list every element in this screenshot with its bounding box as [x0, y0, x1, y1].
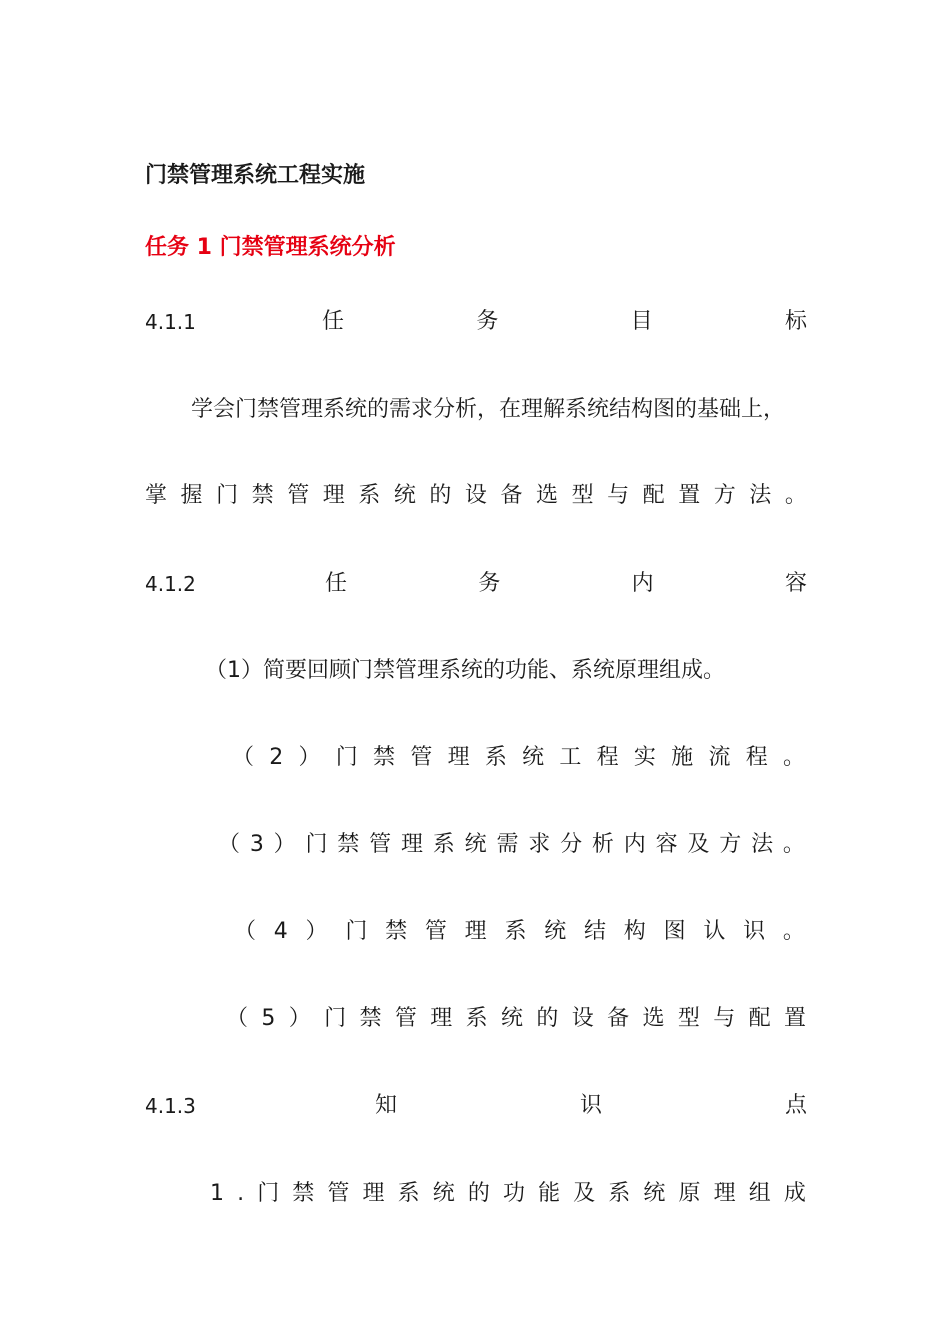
section-heading-text — [322, 304, 807, 340]
text-glyph: 2 — [269, 745, 284, 770]
text-glyph: 统 — [464, 832, 487, 857]
text-glyph: 理 — [713, 1181, 736, 1206]
section-heading-4-1-3 — [145, 1088, 807, 1124]
text-glyph: 能 — [538, 1181, 561, 1206]
text-glyph: 容 — [655, 832, 678, 857]
text-glyph: 功 — [502, 1181, 525, 1206]
text-glyph: ） — [298, 745, 321, 770]
text-glyph: 程 — [596, 745, 619, 770]
text-glyph: 5 — [261, 1006, 276, 1031]
content-item-1: （1）简要回顾门禁管理系统的功能、系统原理组成。 — [205, 658, 725, 683]
text-glyph: 方 — [719, 832, 742, 857]
text-glyph: 。 — [782, 919, 805, 944]
text-glyph: 选 — [642, 1006, 665, 1031]
text-glyph: 识 — [579, 1093, 602, 1118]
text-glyph: （ — [234, 919, 257, 944]
text-glyph: 。 — [782, 832, 805, 857]
text-glyph: 统 — [393, 483, 416, 508]
text-glyph: 禁 — [292, 1181, 315, 1206]
text-glyph: 程 — [745, 745, 768, 770]
section-heading-4-1-1 — [145, 304, 807, 340]
text-glyph: 析 — [591, 832, 614, 857]
text-glyph: 禁 — [373, 745, 396, 770]
text-glyph: 点 — [784, 1093, 807, 1118]
content-item-5 — [226, 1001, 806, 1037]
section-heading-4-1-2 — [145, 566, 807, 602]
text-glyph: 的 — [467, 1181, 490, 1206]
text-glyph: 4 — [273, 919, 288, 944]
text-glyph: 需 — [496, 832, 519, 857]
text-glyph: ） — [273, 832, 296, 857]
text-glyph: 系 — [397, 1181, 420, 1206]
text-glyph: 理 — [400, 832, 423, 857]
text-glyph: 管 — [410, 745, 433, 770]
text-glyph: 置 — [783, 1006, 806, 1031]
goal-paragraph-line-2 — [145, 478, 807, 514]
text-glyph: 系 — [608, 1181, 631, 1206]
text-glyph: 方 — [713, 483, 736, 508]
text-glyph: 标 — [784, 309, 807, 334]
text-glyph: ） — [305, 919, 328, 944]
text-glyph: 目 — [630, 309, 653, 334]
text-glyph: 组 — [748, 1181, 771, 1206]
text-glyph: 原 — [678, 1181, 701, 1206]
text-glyph: 图 — [663, 919, 686, 944]
section-number: 4.1.2 — [145, 572, 196, 596]
text-glyph: 与 — [713, 1006, 736, 1031]
text-glyph: 任 — [322, 309, 345, 334]
text-glyph: 系 — [358, 483, 381, 508]
text-glyph: 施 — [671, 745, 694, 770]
text-glyph: 3 — [249, 832, 264, 857]
text-glyph: 工 — [559, 745, 582, 770]
text-glyph: 1 — [210, 1181, 224, 1206]
text-glyph: 管 — [394, 1006, 417, 1031]
content-item-3 — [218, 827, 805, 863]
text-glyph: 系 — [465, 1006, 488, 1031]
text-glyph: （ — [218, 832, 241, 857]
text-glyph: 识 — [743, 919, 766, 944]
text-glyph: 掌 — [145, 483, 168, 508]
text-glyph: 备 — [500, 483, 523, 508]
text-glyph: 门 — [335, 745, 358, 770]
text-glyph: 门 — [324, 1006, 347, 1031]
text-glyph: 容 — [784, 571, 807, 596]
text-glyph: （ — [226, 1006, 249, 1031]
text-glyph: 系 — [432, 832, 455, 857]
text-glyph: 系 — [504, 919, 527, 944]
text-glyph: ） — [288, 1006, 311, 1031]
text-glyph: 及 — [573, 1181, 596, 1206]
text-glyph: 管 — [424, 919, 447, 944]
text-glyph: 型 — [677, 1006, 700, 1031]
text-glyph: 选 — [536, 483, 559, 508]
text-glyph: . — [237, 1181, 245, 1206]
text-glyph: 统 — [643, 1181, 666, 1206]
text-glyph: 设 — [571, 1006, 594, 1031]
text-glyph: 统 — [544, 919, 567, 944]
text-glyph: 求 — [528, 832, 551, 857]
text-glyph: 配 — [642, 483, 665, 508]
text-glyph: 。 — [784, 483, 807, 508]
text-glyph: 门 — [257, 1181, 280, 1206]
text-glyph: 管 — [287, 483, 310, 508]
text-glyph: 知 — [375, 1093, 398, 1118]
text-glyph: 门 — [345, 919, 368, 944]
text-glyph: 理 — [322, 483, 345, 508]
text-glyph: 管 — [327, 1181, 350, 1206]
section-number: 4.1.1 — [145, 310, 196, 334]
text-glyph: 门 — [305, 832, 328, 857]
text-glyph: 理 — [464, 919, 487, 944]
text-glyph: 设 — [464, 483, 487, 508]
text-glyph: 置 — [678, 483, 701, 508]
text-glyph: 型 — [571, 483, 594, 508]
text-glyph: 管 — [369, 832, 392, 857]
text-glyph: 统 — [522, 745, 545, 770]
text-glyph: 结 — [584, 919, 607, 944]
text-glyph: 禁 — [251, 483, 274, 508]
text-glyph: 门 — [216, 483, 239, 508]
text-glyph: 理 — [447, 745, 470, 770]
text-glyph: 法 — [749, 483, 772, 508]
text-glyph: （ — [232, 745, 255, 770]
section-heading-text — [375, 1088, 807, 1124]
text-glyph: 及 — [687, 832, 710, 857]
text-glyph: 实 — [633, 745, 656, 770]
text-glyph: 内 — [623, 832, 646, 857]
knowledge-item-1 — [210, 1176, 806, 1212]
text-glyph: 的 — [429, 483, 452, 508]
text-glyph: 备 — [607, 1006, 630, 1031]
text-glyph: 配 — [748, 1006, 771, 1031]
text-glyph: 理 — [430, 1006, 453, 1031]
text-glyph: 禁 — [359, 1006, 382, 1031]
text-glyph: 务 — [476, 309, 499, 334]
goal-paragraph-line-1: 学会门禁管理系统的需求分析，在理解系统结构图的基础上， — [191, 397, 786, 422]
section-number: 4.1.3 — [145, 1094, 196, 1118]
text-glyph: 流 — [708, 745, 731, 770]
text-glyph: 的 — [536, 1006, 559, 1031]
text-glyph: 禁 — [337, 832, 360, 857]
text-glyph: 统 — [500, 1006, 523, 1031]
section-heading-text — [325, 566, 807, 602]
text-glyph: 务 — [478, 571, 501, 596]
text-glyph: 系 — [484, 745, 507, 770]
text-glyph: 认 — [703, 919, 726, 944]
text-glyph: 握 — [180, 483, 203, 508]
text-glyph: 统 — [432, 1181, 455, 1206]
text-glyph: 法 — [751, 832, 774, 857]
text-glyph: 成 — [783, 1181, 806, 1206]
text-glyph: 禁 — [385, 919, 408, 944]
text-glyph: 。 — [782, 745, 805, 770]
task-title: 任务 1 门禁管理系统分析 — [145, 235, 396, 260]
text-glyph: 任 — [325, 571, 348, 596]
document-title: 门禁管理系统工程实施 — [145, 163, 366, 188]
text-glyph: 构 — [623, 919, 646, 944]
text-glyph: 理 — [362, 1181, 385, 1206]
content-item-2 — [232, 740, 805, 776]
text-glyph: 与 — [607, 483, 630, 508]
text-glyph: 内 — [631, 571, 654, 596]
content-item-4 — [234, 914, 805, 950]
text-glyph: 分 — [560, 832, 583, 857]
